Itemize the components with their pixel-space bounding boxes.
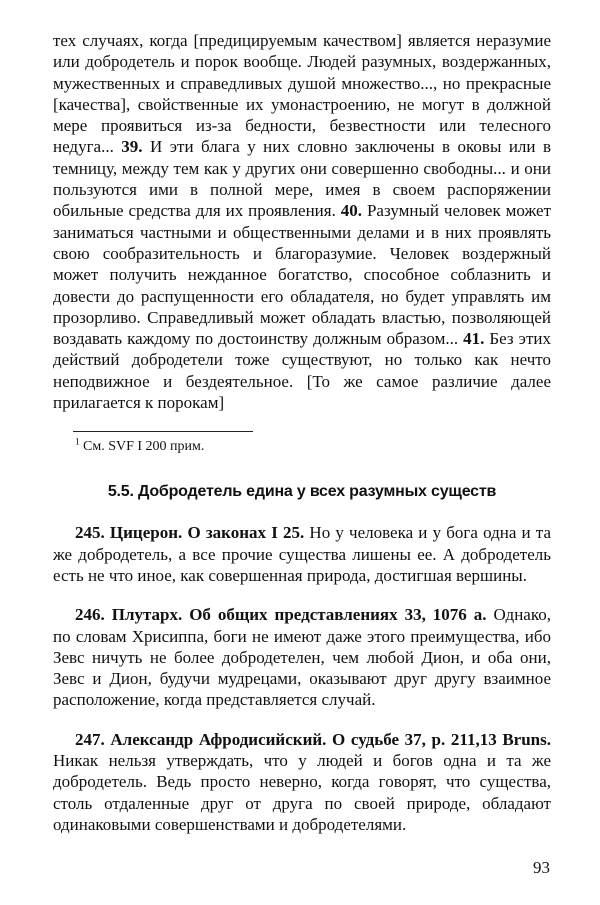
continued-paragraph xyxy=(53,30,551,413)
footnote xyxy=(53,438,551,456)
paragraph-text-part-3: Разумный человек может заниматься частными и общественными делами и в них проявлять свою сообразительность и благоразумие. Человек воздержный может получить нежданное богатство, способное соблазнить и довести до распущенности его обладателя, но будет управлять им прозорливо. Справедливый может обладать властью, позволяющей воздавать каждому по достоинству должным образом... xyxy=(53,201,551,349)
fragment-number-41: 41. xyxy=(463,329,485,349)
page-number: 93 xyxy=(533,858,550,877)
book-page xyxy=(53,30,551,853)
entry-247 xyxy=(53,729,551,835)
entry-text: Никак нельзя утверждать, что у людей и богов одна и та же добродетель. Ведь просто неверно, когда говорят, что существа, столь отдаленные друг от друга по своей природе, обладают одинаковыми совершенствами и добродетелями. xyxy=(53,751,551,834)
entry-source: 247. Александр Афродисийский. О судьбе 37, p. 211,13 Bruns. xyxy=(75,729,551,749)
entry-source: 245. Цицерон. О законах I 25. xyxy=(75,523,305,543)
paragraph-text-part-2: И эти блага у них словно заключены в оковы или в темницу, между тем как у других они совершенно свободны... и они пользуются ими в полной мере, имея в своем распоряжении обильные средства для их проявления. xyxy=(53,137,551,221)
paragraph-text-part-4: Без этих действий добродетели тоже существуют, но только как нечто неподвижное и бездеятельное. [То же самое различие далее прилагается к порокам] xyxy=(53,329,551,413)
fragment-number-40: 40. xyxy=(340,201,363,221)
section-heading: 5.5. Добродетель едина у всех разумных существ xyxy=(107,483,497,501)
fragment-number-39: 39. xyxy=(121,137,143,157)
footnote-divider xyxy=(73,431,253,432)
paragraph-text-part-1: тех случаях, когда [предицируемым качеством] является неразумие или добродетель и порок вообще. Людей разумных, воздержанных, мужественных и справедливых душой множество..., но прекрасные [качества], свойственные их умонастроению, не могут в должной мере проявиться из-за бедности, безвестности или телесного недуга... xyxy=(53,31,551,157)
footnote-text: См. SVF I 200 прим. xyxy=(79,439,205,455)
entry-245 xyxy=(53,522,551,586)
entry-source: 246. Плутарх. Об общих представлениях 33, 1076 a. xyxy=(75,605,487,625)
footnote-marker: 1 xyxy=(75,436,80,447)
entry-text: Однако, по словам Хрисиппа, боги не имеют даже этого преимущества, ибо Зевс ничуть не более добродетелен, чем любой Дион, и оба они, Зевс и Дион, будучи мудрецами, оказывают друг другу взаимное расположение, когда представляется случай. xyxy=(53,605,551,710)
entry-246 xyxy=(53,604,551,710)
entry-text: Но у человека и у бога одна и та же добродетель, а все прочие существа лишены ее. А добродетель есть не что иное, как совершенная природа, достигшая вершины. xyxy=(53,523,551,585)
